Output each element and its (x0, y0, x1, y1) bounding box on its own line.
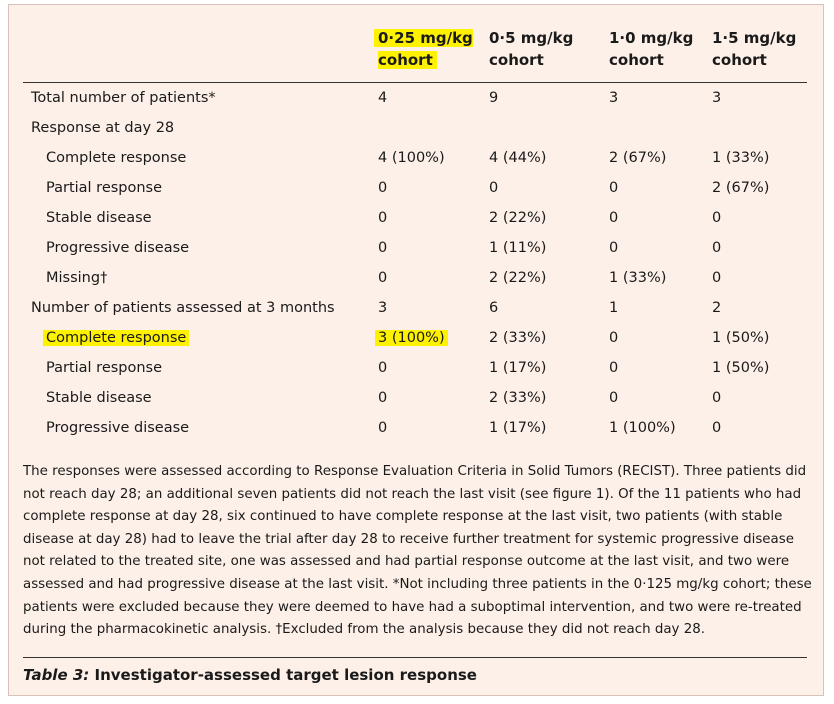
table-row (9, 383, 825, 413)
row-label: Stable disease (46, 390, 152, 406)
row-label: Stable disease (46, 210, 152, 226)
row-label: Response at day 28 (31, 120, 175, 136)
table-cell: 2 (22%) (489, 210, 547, 226)
caption-label: Table 3: (23, 666, 90, 684)
row-label: Missing† (46, 270, 108, 286)
table-row (9, 233, 825, 263)
table-cell: 1 (100%) (609, 420, 676, 436)
table-row (9, 353, 825, 383)
header-highlight: 0·25 mg/kg cohort (374, 29, 473, 69)
table-cell: 1 (17%) (489, 420, 547, 436)
highlight-mark: 3 (100%) (375, 330, 448, 346)
table-row (9, 263, 825, 293)
table-row (9, 143, 825, 173)
table-cell: 6 (489, 300, 499, 316)
table-cell: 4 (378, 90, 388, 106)
column-header-0-5: 0·5 mg/kg cohort (489, 29, 574, 69)
table-cell: 3 (378, 300, 388, 316)
table-cell: 4 (100%) (378, 150, 445, 166)
table-cell: 0 (378, 180, 388, 196)
table-cell: 2 (33%) (489, 390, 547, 406)
table-row-total-patients (9, 83, 825, 113)
table-cell: 2 (22%) (489, 270, 547, 286)
table-cell: 0 (378, 240, 388, 256)
table-cell: 0 (378, 210, 388, 226)
table-cell: 0 (712, 420, 722, 436)
table-row (9, 413, 825, 443)
table-row-assessed-3-months (9, 293, 825, 323)
table-cell: 0 (712, 240, 722, 256)
table-cell: 0 (609, 240, 619, 256)
table-cell: 0 (609, 210, 619, 226)
column-header-0-25 (378, 27, 473, 71)
table-cell: 3 (712, 90, 722, 106)
table-cell: 0 (712, 210, 722, 226)
table-cell: 1 (11%) (489, 240, 547, 256)
table-cell: 0 (609, 390, 619, 406)
table-cell: 2 (712, 300, 722, 316)
table-row-response-day28 (9, 113, 825, 143)
table-cell: 0 (712, 390, 722, 406)
table-cell: 1 (50%) (712, 330, 770, 346)
table-panel (8, 4, 824, 696)
table-cell: 1 (609, 300, 619, 316)
column-header-1-0: 1·0 mg/kg cohort (609, 29, 694, 69)
table-cell: 1 (50%) (712, 360, 770, 376)
caption-title: Investigator-assessed target lesion response (89, 666, 477, 684)
table-cell: 0 (378, 420, 388, 436)
table-cell: 1 (33%) (712, 150, 770, 166)
table-cell: 1 (17%) (489, 360, 547, 376)
table-caption (23, 663, 477, 687)
table-cell: 0 (609, 360, 619, 376)
table-cell: 9 (489, 90, 499, 106)
table-cell (378, 323, 448, 353)
row-label: Partial response (46, 180, 163, 196)
column-header-1-5: 1·5 mg/kg cohort (712, 29, 797, 69)
table-row (9, 203, 825, 233)
table-cell: 2 (67%) (609, 150, 667, 166)
row-label: Complete response (46, 150, 187, 166)
table-footnote: The responses were assessed according to Response Evaluation Criteria in Solid Tumors (RECIST). Three patients did not reach day 28; an additional seven patients did not reach the last visit (see figure 1). Of the 11 patients who had complete response at day 28, six continued to have complete response at the last visit, two patients (with stable disease at day 28) had to leave the trial after day 28 to receive further treatment for systemic progressive disease not related to the treated site, one was assessed and had partial response outcome at the last visit, and two were assessed and had progressive disease at the last visit. *Not including three patients in the 0·125 mg/kg cohort; these patients were excluded because they were deemed to have had a suboptimal intervention, and two were re-treated during the pharmacokinetic analysis. †Excluded from the analysis because they did not reach day 28. (23, 464, 812, 638)
row-label (46, 323, 189, 353)
table-cell: 0 (712, 270, 722, 286)
row-label: Partial response (46, 360, 163, 376)
table-cell: 0 (609, 330, 619, 346)
table-cell: 0 (489, 180, 499, 196)
row-label: Progressive disease (46, 420, 190, 436)
caption-divider (23, 657, 807, 658)
table-row-highlighted (9, 323, 825, 353)
table-cell: 0 (378, 390, 388, 406)
table-cell: 3 (609, 90, 619, 106)
table-cell: 0 (378, 360, 388, 376)
table-row (9, 173, 825, 203)
table-cell: 2 (67%) (712, 180, 770, 196)
table-cell: 1 (33%) (609, 270, 667, 286)
table-cell: 4 (44%) (489, 150, 547, 166)
highlight-mark: Complete response (43, 330, 189, 346)
table-cell: 0 (609, 180, 619, 196)
row-label: Progressive disease (46, 240, 190, 256)
row-label: Total number of patients* (31, 90, 216, 106)
row-label: Number of patients assessed at 3 months (31, 300, 335, 316)
table-cell: 2 (33%) (489, 330, 547, 346)
table-cell: 0 (378, 270, 388, 286)
